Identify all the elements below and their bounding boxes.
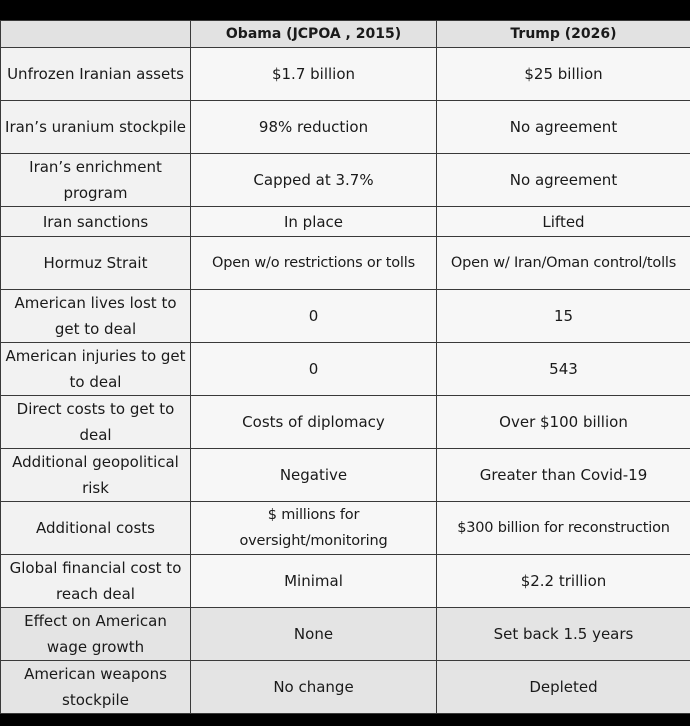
trump-value: 543 bbox=[437, 343, 690, 396]
obama-value: No change bbox=[191, 661, 437, 714]
table-row bbox=[1, 661, 690, 714]
row-label: Iran’s enrichment program bbox=[1, 154, 191, 207]
table-row bbox=[1, 343, 690, 396]
table-row bbox=[1, 48, 690, 101]
row-label: Global financial cost to reach deal bbox=[1, 555, 191, 608]
obama-value: Costs of diplomacy bbox=[191, 396, 437, 449]
header-row bbox=[1, 21, 690, 48]
corner-cell bbox=[1, 21, 191, 48]
row-label: Additional costs bbox=[1, 502, 191, 555]
obama-value: Capped at 3.7% bbox=[191, 154, 437, 207]
obama-value: Negative bbox=[191, 449, 437, 502]
table-row bbox=[1, 449, 690, 502]
table-row bbox=[1, 555, 690, 608]
row-label: Hormuz Strait bbox=[1, 237, 191, 290]
table-row bbox=[1, 154, 690, 207]
table-row bbox=[1, 101, 690, 154]
trump-value: No agreement bbox=[437, 154, 690, 207]
table-row bbox=[1, 207, 690, 237]
row-label: American injuries to get to deal bbox=[1, 343, 191, 396]
obama-value: 98% reduction bbox=[191, 101, 437, 154]
row-label: Unfrozen Iranian assets bbox=[1, 48, 191, 101]
row-label: Direct costs to get to deal bbox=[1, 396, 191, 449]
obama-value: $1.7 billion bbox=[191, 48, 437, 101]
row-label: Effect on American wage growth bbox=[1, 608, 191, 661]
column-header-obama: Obama (JCPOA , 2015) bbox=[191, 21, 437, 48]
row-label: American weapons stockpile bbox=[1, 661, 191, 714]
obama-value: Open w/o restrictions or tolls bbox=[191, 237, 437, 290]
trump-value: 15 bbox=[437, 290, 690, 343]
comparison-table bbox=[0, 20, 690, 714]
obama-value: 0 bbox=[191, 343, 437, 396]
trump-value: No agreement bbox=[437, 101, 690, 154]
obama-value: $ millions for oversight/monitoring bbox=[191, 502, 437, 555]
row-label: Iran sanctions bbox=[1, 207, 191, 237]
trump-value: $2.2 trillion bbox=[437, 555, 690, 608]
obama-value: In place bbox=[191, 207, 437, 237]
row-label: Iran’s uranium stockpile bbox=[1, 101, 191, 154]
table-row bbox=[1, 237, 690, 290]
trump-value: $300 billion for reconstruction bbox=[437, 502, 690, 555]
table-row bbox=[1, 608, 690, 661]
trump-value: $25 billion bbox=[437, 48, 690, 101]
obama-value: None bbox=[191, 608, 437, 661]
obama-value: Minimal bbox=[191, 555, 437, 608]
trump-value: Greater than Covid-19 bbox=[437, 449, 690, 502]
comparison-table-frame bbox=[0, 20, 690, 710]
trump-value: Depleted bbox=[437, 661, 690, 714]
trump-value: Open w/ Iran/Oman control/tolls bbox=[437, 237, 690, 290]
table-row bbox=[1, 502, 690, 555]
table-row bbox=[1, 396, 690, 449]
obama-value: 0 bbox=[191, 290, 437, 343]
table-row bbox=[1, 290, 690, 343]
column-header-trump: Trump (2026) bbox=[437, 21, 690, 48]
row-label: Additional geopolitical risk bbox=[1, 449, 191, 502]
row-label: American lives lost to get to deal bbox=[1, 290, 191, 343]
trump-value: Lifted bbox=[437, 207, 690, 237]
trump-value: Over $100 billion bbox=[437, 396, 690, 449]
trump-value: Set back 1.5 years bbox=[437, 608, 690, 661]
